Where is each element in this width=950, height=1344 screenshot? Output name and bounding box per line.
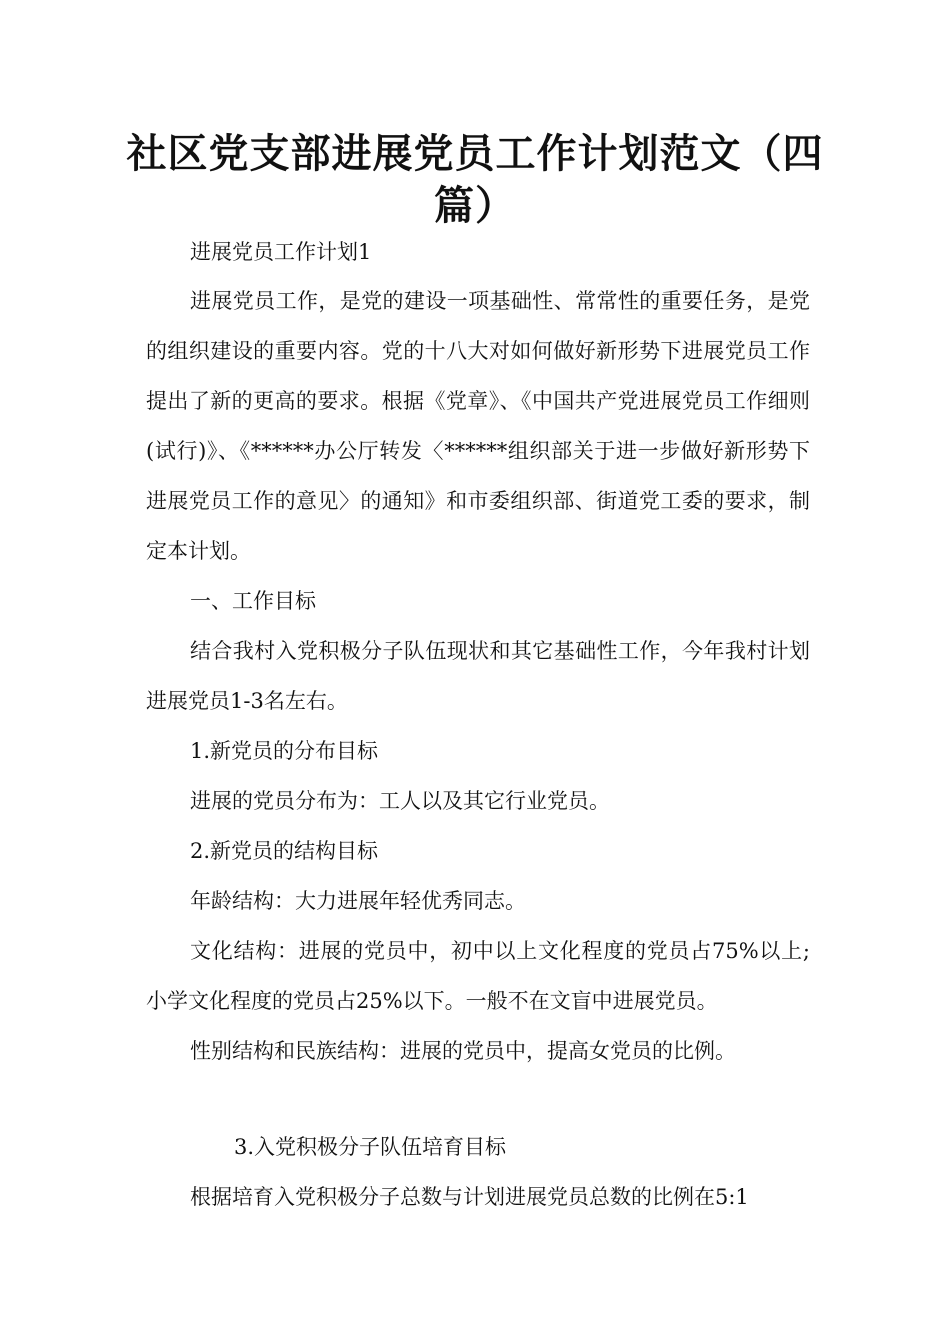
document-title: 社区党支部进展党员工作计划范文（四篇） (126, 130, 824, 229)
subheading-distribution: 1.新党员的分布目标 (190, 739, 379, 763)
paragraph-gender-structure: 性别结构和民族结构：进展的党员中，提高女党员的比例。 (190, 1039, 736, 1063)
section-heading-goals: 一、工作目标 (190, 589, 316, 613)
paragraph-age-structure: 年龄结构：大力进展年轻优秀同志。 (190, 889, 526, 913)
paragraph-distribution: 进展的党员分布为：工人以及其它行业党员。 (190, 789, 610, 813)
section-heading-plan-1: 进展党员工作计划1 (190, 240, 372, 264)
paragraph-activist-training: 根据培育入党积极分子总数与计划进展党员总数的比例在5:1 (190, 1185, 749, 1209)
paragraph-goals: 结合我村入党积极分子队伍现状和其它基础性工作，今年我村计划进展党员1-3名左右。 (146, 639, 810, 713)
subheading-activist-training: 3.入党积极分子队伍培育目标 (234, 1135, 507, 1159)
paragraph-education-structure: 文化结构：进展的党员中，初中以上文化程度的党员占75%以上;小学文化程度的党员占25%以下。一般不在文盲中进展党员。 (146, 939, 810, 1013)
paragraph-intro: 进展党员工作，是党的建设一项基础性、常常性的重要任务，是党的组织建设的重要内容。党的十八大对如何做好新形势下进展党员工作提出了新的更高的要求。根据《党章》、《中国共产党进展党员工作细则(试行)》、《******办公厅转发〈******组织部关于进一步做好新形势下进展党员工作的意见〉的通知》和市委组织部、街道党工委的要求，制定本计划。 (146, 289, 810, 563)
subheading-structure: 2.新党员的结构目标 (190, 839, 379, 863)
